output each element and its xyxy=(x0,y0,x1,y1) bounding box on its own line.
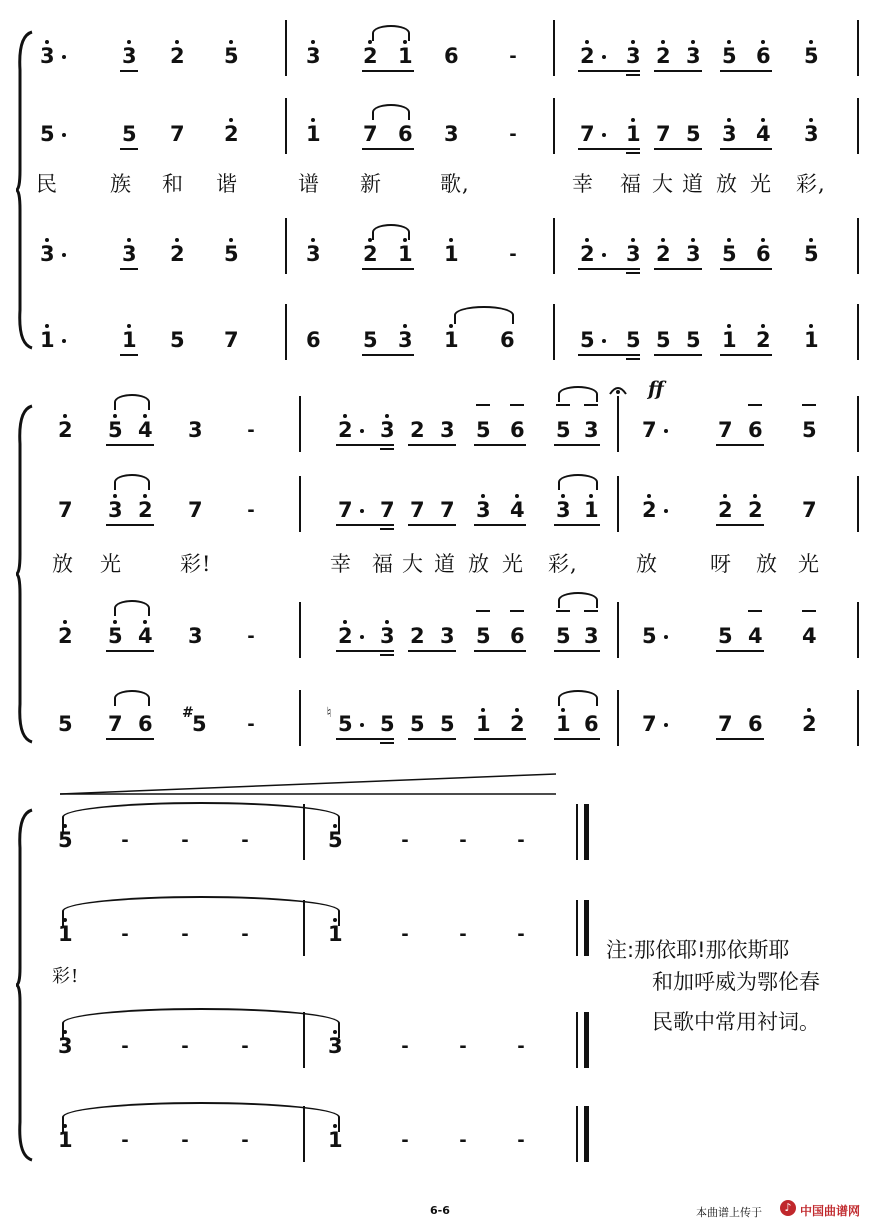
lyric-syllable: 道 xyxy=(434,552,456,576)
lyric-syllable: 谐 xyxy=(216,172,238,196)
system-2-brace xyxy=(14,404,34,744)
lyric-syllable: 光 xyxy=(798,552,820,576)
lyric-syllable: 彩, xyxy=(548,552,578,576)
system-1-brace xyxy=(14,30,34,350)
lyric-syllable: 彩! xyxy=(180,552,212,576)
lyric-syllable: 彩, xyxy=(796,172,826,196)
lyric-syllable: 幸 xyxy=(330,552,352,576)
lyric-syllable: 民 xyxy=(36,172,58,196)
system-3-brace xyxy=(14,808,34,1162)
footnote-line-3: 民歌中常用衬词。 xyxy=(652,1010,820,1034)
lyric-syllable: 歌, xyxy=(440,172,470,196)
lyric-syllable: 大 xyxy=(652,172,674,196)
page-number: 6-6 xyxy=(430,1204,450,1217)
lyric-syllable: 和 xyxy=(162,172,184,196)
lyric-syllable: 福 xyxy=(372,552,394,576)
lyric-syllable: 放 xyxy=(756,552,778,576)
lyric-syllable: 放 xyxy=(52,552,74,576)
lyric-syllable: 谱 xyxy=(298,172,320,196)
lyric-syllable: 族 xyxy=(110,172,132,196)
lyric-syllable: 放 xyxy=(636,552,658,576)
lyric-syllable: 新 xyxy=(360,172,382,196)
lyric-syllable: 光 xyxy=(750,172,772,196)
fermata-icon xyxy=(608,382,628,396)
lyric-syllable: 放 xyxy=(468,552,490,576)
site-logo: 中国曲谱网 xyxy=(800,1204,861,1218)
lyric-syllable: 道 xyxy=(682,172,704,196)
lyric-syllable: 福 xyxy=(620,172,642,196)
footnote-line-2: 和加呼威为鄂伦春 xyxy=(652,970,820,994)
music-note-icon: ♪ xyxy=(780,1200,796,1216)
lyric-syllable: 光 xyxy=(502,552,524,576)
lyric-syllable: 呀 xyxy=(710,552,732,576)
crescendo-lines xyxy=(60,772,560,796)
lyric-syllable: 光 xyxy=(100,552,122,576)
lyric-syllable: 大 xyxy=(402,552,424,576)
dynamic-marking: ff xyxy=(648,378,664,400)
lyric-syllable: 放 xyxy=(716,172,738,196)
lyric-syllable: 彩! xyxy=(52,966,80,987)
footnote-line-1: 注:那依耶!那依斯耶 xyxy=(606,938,790,962)
lyric-syllable: 幸 xyxy=(572,172,594,196)
upload-credit: 本曲谱上传于 xyxy=(696,1206,762,1219)
